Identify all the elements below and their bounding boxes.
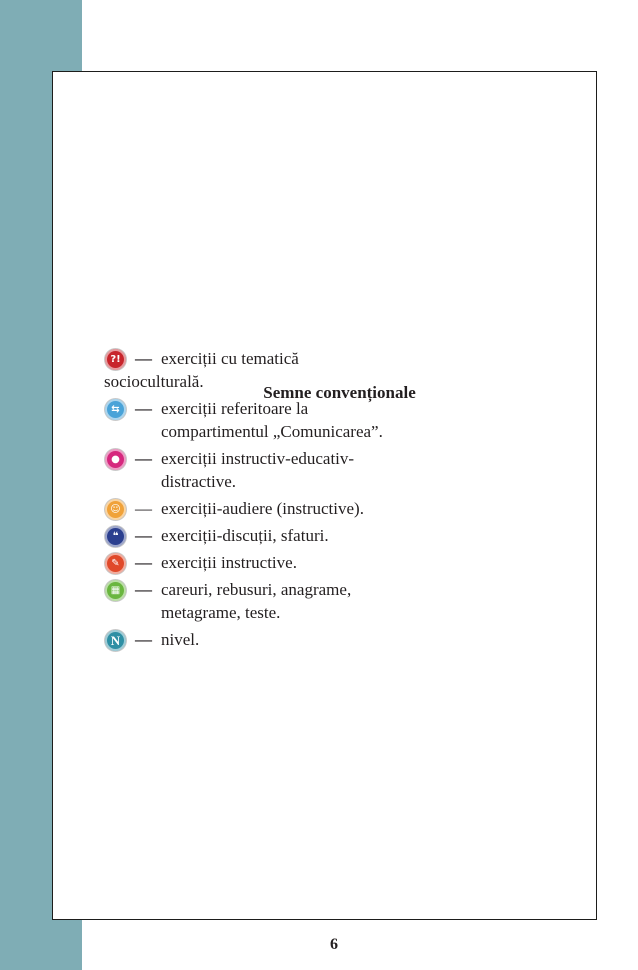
legend-text — [105, 347, 505, 370]
legend-item-sociocultural — [105, 347, 505, 393]
legend-dash: — — [135, 349, 152, 368]
sociocultural-icon: ?! — [105, 349, 126, 370]
legend-text-line1: exerciții cu tematică — [161, 349, 299, 368]
legend-dash: — — [135, 526, 152, 545]
legend-text-line1: exerciții instructiv-educativ- — [161, 449, 355, 468]
legend-text-line2: distractive. — [161, 472, 237, 491]
legend-text-line1: careuri, rebusuri, anagrame, — [161, 580, 352, 599]
legend-item-instructive — [105, 551, 505, 574]
level-icon: N — [105, 630, 126, 651]
legend-item-puzzles — [105, 578, 505, 624]
legend-text-line2: socioculturală. — [104, 372, 204, 391]
legend-item-listening — [105, 497, 505, 520]
legend-text-line1: exerciții-discuții, sfaturi. — [161, 526, 329, 545]
legend-dash: — — [135, 553, 152, 572]
legend-text-line1: nivel. — [161, 630, 200, 649]
page-number: 6 — [330, 936, 338, 953]
legend-dash: — — [135, 580, 152, 599]
legend-text-line2: compartimentul „Comunicarea”. — [161, 422, 383, 441]
location-pin-icon: ● — [105, 449, 126, 470]
legend-text-line1: exerciții-audiere (instructive). — [161, 499, 364, 518]
discussion-icon: ❝ — [105, 526, 126, 547]
legend-item-level — [105, 628, 505, 651]
legend-item-instructive-educative — [105, 447, 505, 493]
page-title: Semne convenționale — [263, 383, 416, 402]
legend-list — [105, 347, 505, 655]
legend-dash: — — [135, 499, 152, 518]
legend-dash: — — [135, 449, 152, 468]
legend-dash: — — [135, 399, 152, 418]
puzzle-grid-icon: ▦ — [105, 580, 126, 601]
legend-text-line1: exerciții referitoare la — [161, 399, 309, 418]
legend-item-discussion — [105, 524, 505, 547]
legend-dash: — — [135, 630, 152, 649]
listening-icon: ☺ — [105, 499, 126, 520]
communication-icon: ⇆ — [105, 399, 126, 420]
pencil-icon: ✎ — [105, 553, 126, 574]
legend-text-line1: exerciții instructive. — [161, 553, 297, 572]
legend-item-communication — [105, 397, 505, 443]
legend-text-line2: metagrame, teste. — [161, 603, 281, 622]
